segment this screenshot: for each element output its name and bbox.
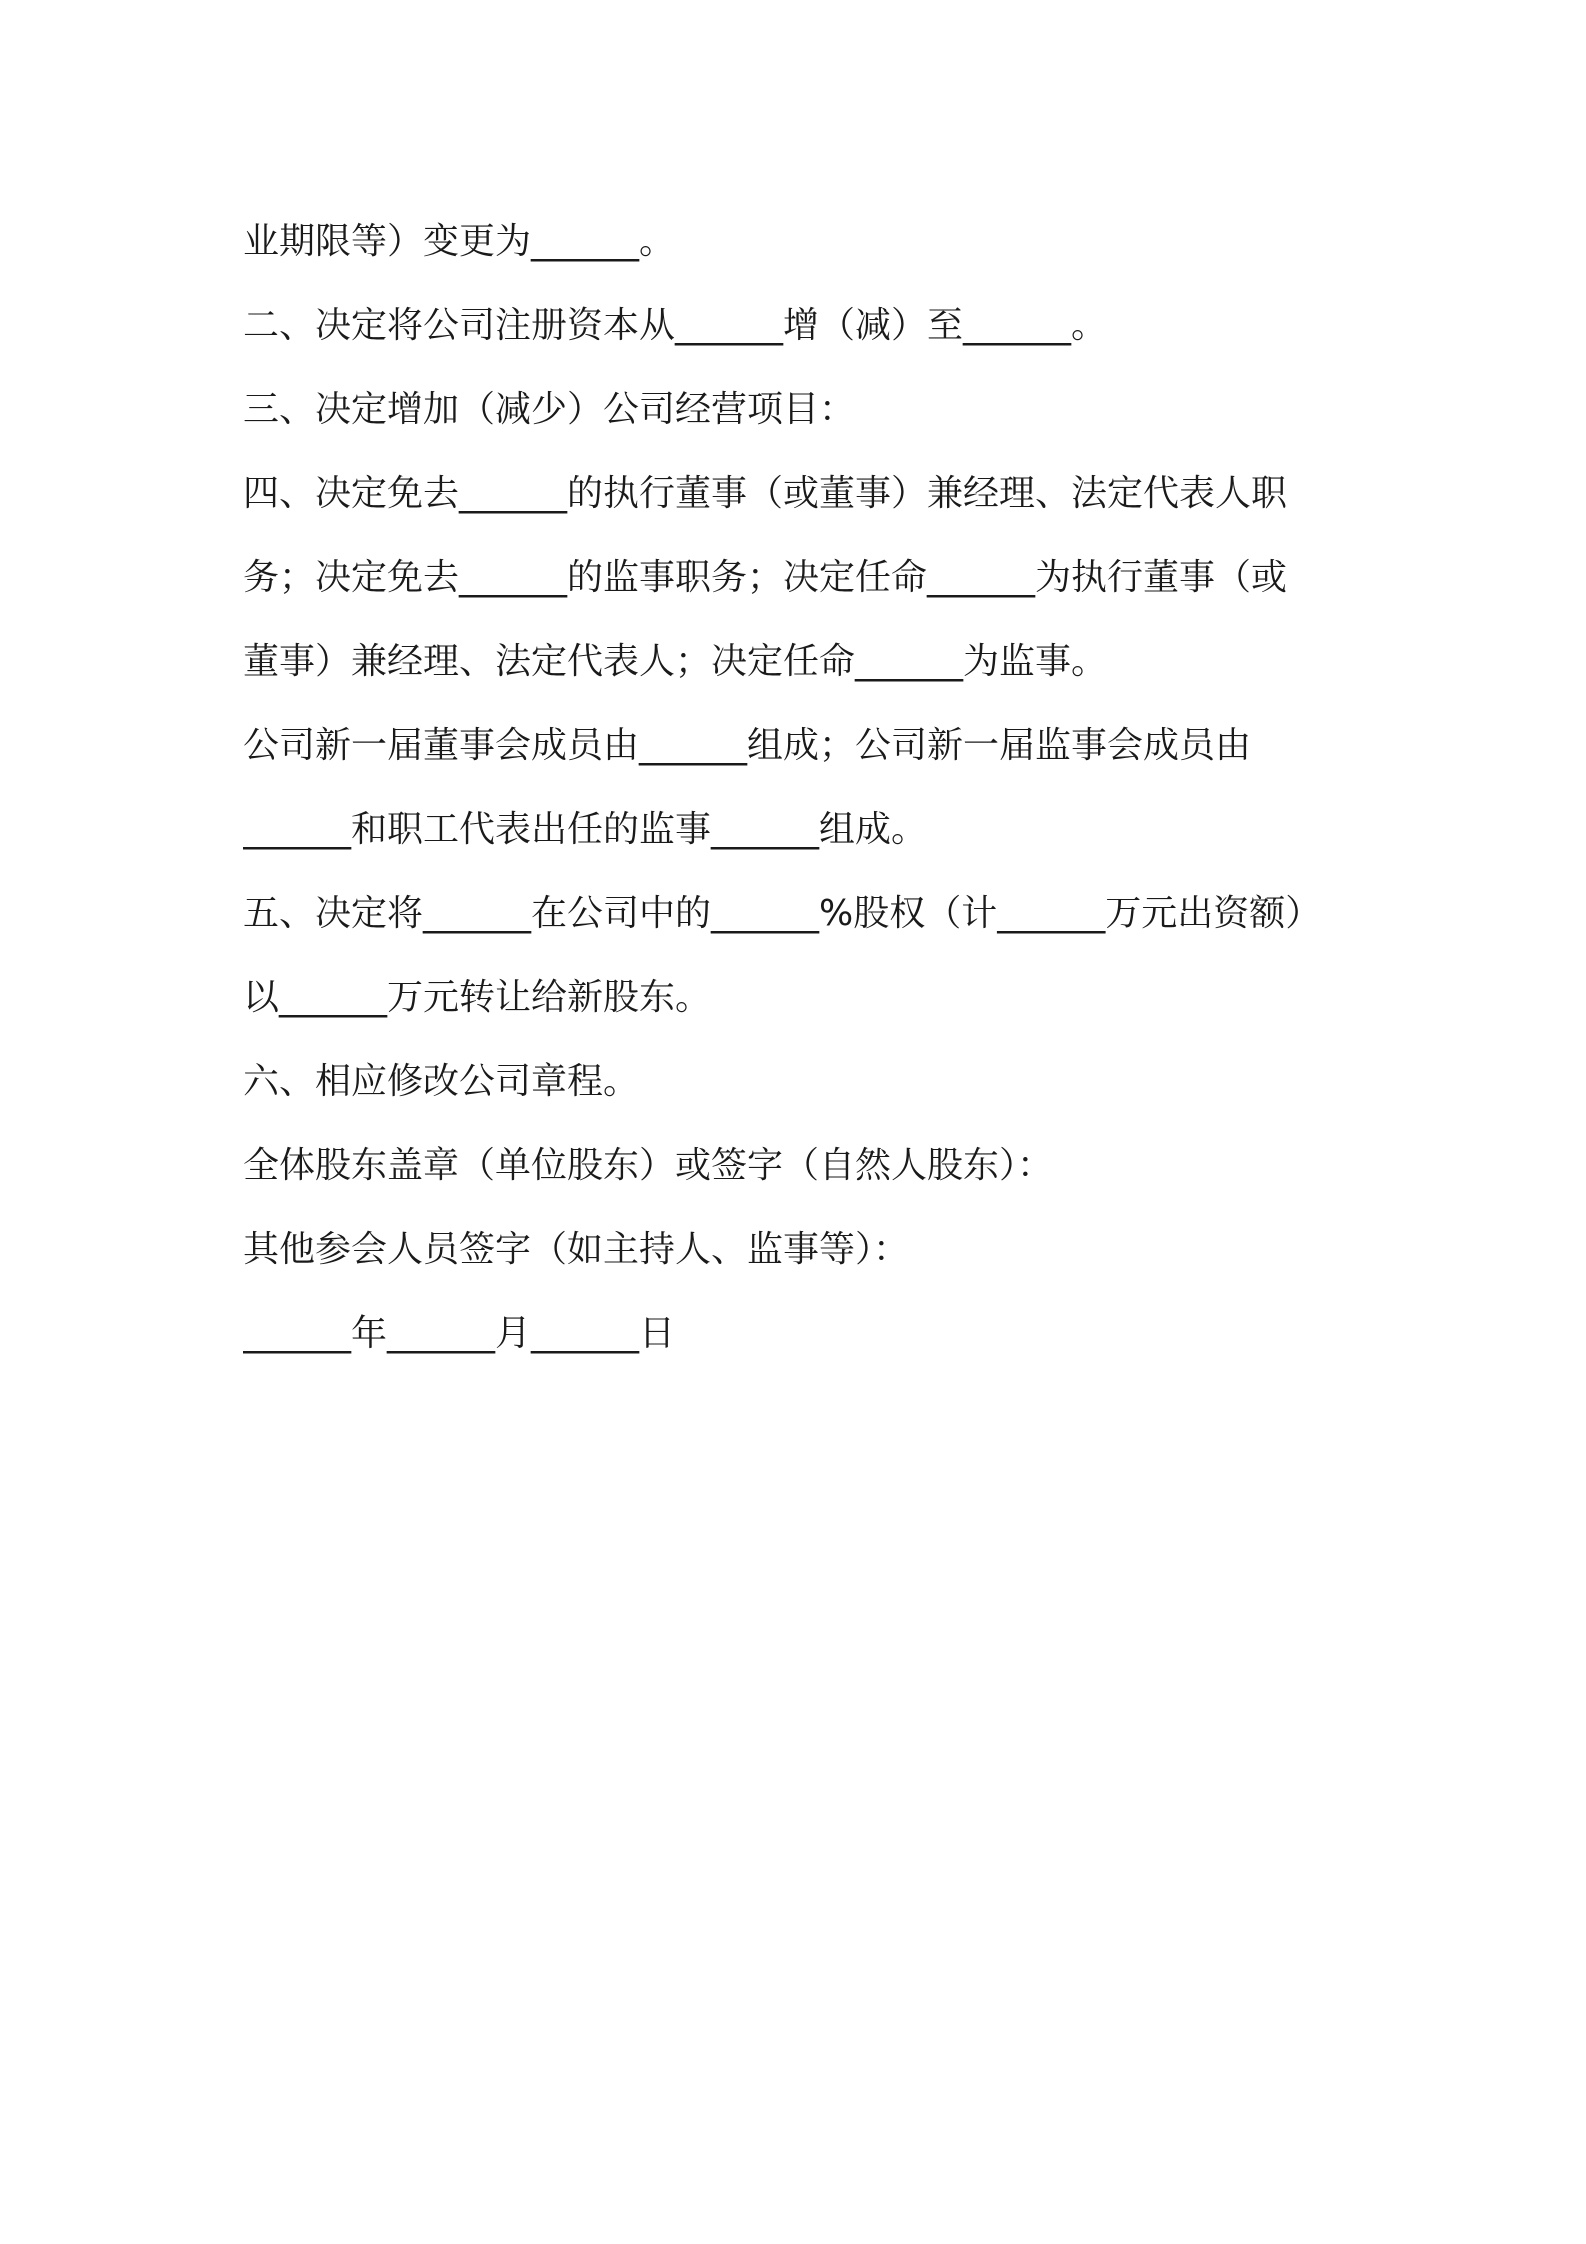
text-line: 业期限等）变更为______。: [243, 221, 676, 262]
date-line: ______年______月______日: [243, 1313, 675, 1354]
text-line: 公司新一届董事会成员由______组成；公司新一届监事会成员由: [243, 725, 1252, 766]
text-line: 二、决定将公司注册资本从______增（减）至______。: [243, 305, 1108, 346]
text-line: 董事）兼经理、法定代表人；决定任命______为监事。: [243, 641, 1108, 682]
text-line: 以______万元转让给新股东。: [243, 977, 712, 1018]
text-line: ______和职工代表出任的监事______组成。: [243, 809, 928, 850]
text-line: 四、决定免去______的执行董事（或董事）兼经理、法定代表人职: [243, 473, 1288, 514]
document-body: [243, 200, 1363, 1376]
text-line: 其他参会人员签字（如主持人、监事等）：: [243, 1229, 910, 1270]
text-line: 三、决定增加（减少）公司经营项目：: [243, 389, 856, 430]
text-line: 六、相应修改公司章程。: [243, 1061, 640, 1102]
text-line: 全体股东盖章（单位股东）或签字（自然人股东）：: [243, 1145, 1054, 1186]
text-line: 五、决定将______在公司中的______%股权（计______万元出资额）: [243, 893, 1322, 934]
text-line: 务；决定免去______的监事职务；决定任命______为执行董事（或: [243, 557, 1288, 598]
